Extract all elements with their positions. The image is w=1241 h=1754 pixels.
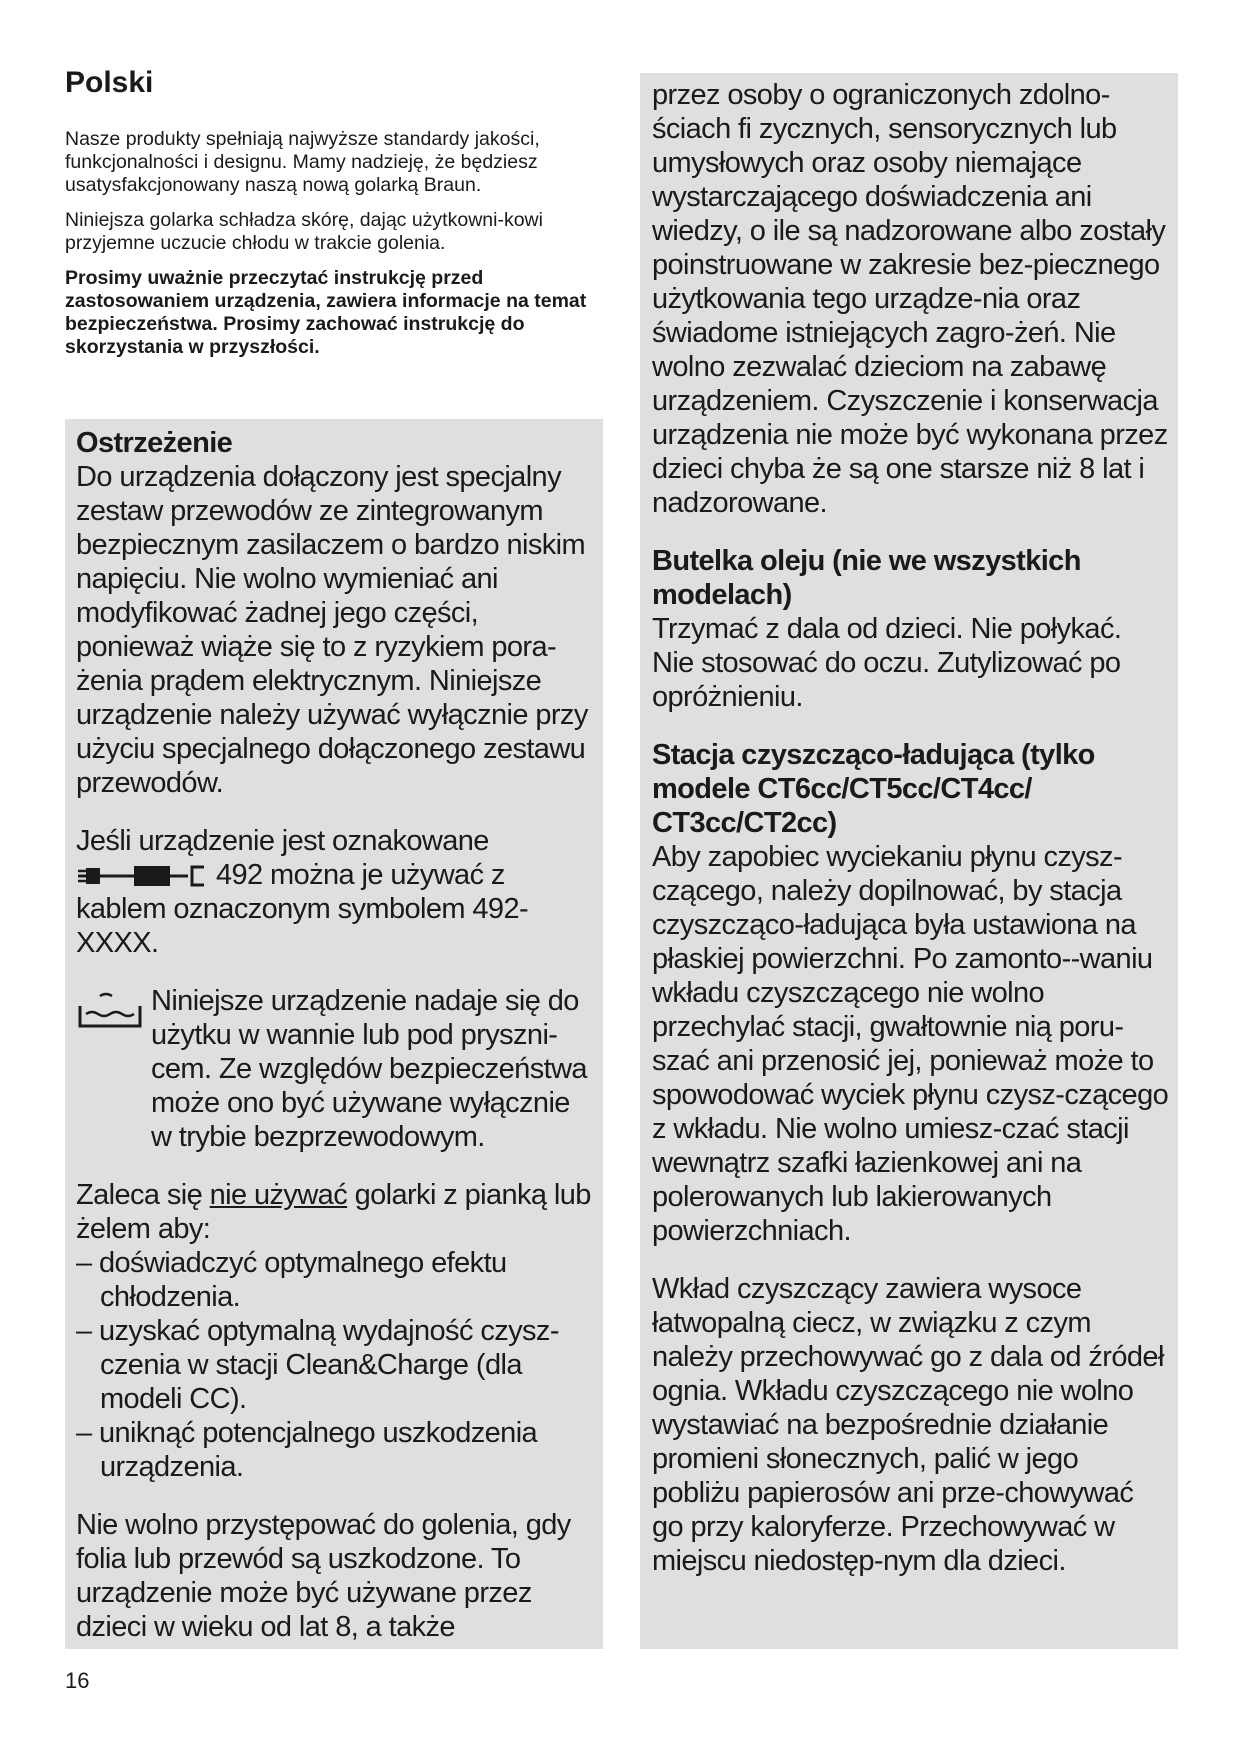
foam-reasons-list [76, 1246, 595, 1484]
marking-line-rest: kablem oznaczonym symbolem 492-XXXX. [76, 893, 529, 959]
bath-text: Niniejsze urządzenie nadaje się do użytku w wannie lub pod pryszni-cem. Ze względów bezpieczeństwa może ono być używane wyłącznie w trybie bezprzewodowym. [151, 985, 587, 1153]
oil-bottle-text: Trzymać z dala od dzieci. Nie połykać. Nie stosować do oczu. Zutylizować po opróżnieniu. [652, 613, 1122, 713]
intro-paragraph-1: Nasze produkty spełniają najwyższe standardy jakości, funkcjonalności i designu. Mamy nadzieję, że będziesz usatysfakcjonowany naszą nową golarką Braun. [65, 128, 540, 196]
oil-bottle-heading: Butelka oleju (nie we wszystkich modelach) [652, 545, 1081, 611]
foam-text-underlined: nie używać [209, 1179, 348, 1211]
intro-section [65, 128, 613, 371]
cable-plug-symbol-icon [76, 863, 208, 889]
warning-marking-paragraph [76, 824, 595, 960]
foam-text-after: golarki z pianką lub żelem aby: [76, 1179, 591, 1245]
cartridge-paragraph: Wkład czyszczący zawiera wysoce łatwopalną ciecz, w związku z czym należy przechowywać go z dala od źródeł ognia. Wkładu czyszczącego nie wolno wystawiać na bezpośrednie działanie promieni słonecznych, palić w jego pobliżu papierosów ani prze-chowywać go przy kaloryferze. Przechowywać w miejscu niedostęp-nym dla dzieci. [652, 1273, 1164, 1577]
cleaning-station-text: Aby zapobiec wyciekaniu płynu czysz-czącego, należy dopilnować, by stacja czyszcząco-ładująca była ustawiona na płaskiej powierzchni. Po zamonto--waniu wkładu czyszczącego nie wolno przechylać stacji, gwałtownie nią poru-szać ani przenosić jej, ponieważ może to spowodować wyciek płynu czysz-czącego z wkładu. Nie wolno umiesz-czać stacji wewnątrz szafki łazienkowej ani na polerowanych lub lakierowanych powierzchniach. [652, 841, 1169, 1247]
intro-paragraph-read-instructions: Prosimy uważnie przeczytać instrukcję przed zastosowaniem urządzenia, zawiera informacje na temat bezpieczeństwa. Prosimy zachować instrukcję do skorzystania w przyszłości. [65, 267, 587, 358]
warning-cable-paragraph: Do urządzenia dołączony jest specjalny zestaw przewodów ze zintegrowanym bezpiecznym zasilaczem o bardzo niskim napięciu. Nie wolno wymieniać ani modyfikować żadnej jego części, ponieważ wiąże się to z ryzykiem pora-żenia prądem elektrycznym. Niniejsze urządzenie należy używać wyłącznie przy użyciu specjalnego dołączonego zestawu przewodów. [76, 461, 588, 799]
warning-title: Ostrzeżenie [76, 427, 233, 459]
list-item: – uniknąć potencjalnego uszkodzenia urządzenia. [76, 1417, 538, 1483]
children-supervision-paragraph: przez osoby o ograniczonych zdolno-ściach fi zycznych, sensorycznych lub umysłowych oraz osoby niemające wystarczającego doświadczenia ani wiedzy, o ile są nadzorowane albo zostały poinstruowane w zakresie bez-piecznego użytkowania tego urządze-nia oraz świadome istniejących zagro-żeń. Nie wolno zezwalać dzieciom na zabawę urządzeniem. Czyszczenie i konserwacja urządzenia nie może być wykonana przez dzieci chyba że są one starsze niż 8 lat i nadzorowane. [652, 79, 1168, 519]
marking-line-1: Jeśli urządzenie jest oznakowane [76, 825, 489, 857]
warning-box [65, 419, 603, 1649]
page-title: Polski [65, 66, 154, 99]
warning-bath-paragraph [76, 984, 595, 1154]
page-number: 16 [65, 1668, 90, 1693]
list-item: – doświadczyć optymalnego efektu chłodzenia. [76, 1247, 507, 1313]
bath-shower-symbol-icon [76, 992, 144, 1032]
cleaning-station-heading: Stacja czyszcząco-ładująca (tylko modele CT6cc/CT5cc/CT4cc/ CT3cc/CT2cc) [652, 739, 1095, 839]
intro-paragraph-2: Niniejsza golarka schładza skórę, dając użytkowni-kowi przyjemne uczucie chłodu w trakcie golenia. [65, 209, 543, 254]
warning-foam-paragraph [76, 1178, 595, 1246]
marking-line-2: 492 można je używać z [216, 859, 505, 891]
warning-damage-paragraph: Nie wolno przystępować do golenia, gdy folia lub przewód są uszkodzone. To urządzenie może być używane przez dzieci w wieku od lat 8, a także [76, 1509, 571, 1643]
right-column-box [640, 73, 1178, 1649]
list-item: – uzyskać optymalną wydajność czysz-czenia w stacji Clean&Charge (dla modeli CC). [76, 1315, 559, 1415]
foam-text-before: Zaleca się [76, 1179, 210, 1211]
